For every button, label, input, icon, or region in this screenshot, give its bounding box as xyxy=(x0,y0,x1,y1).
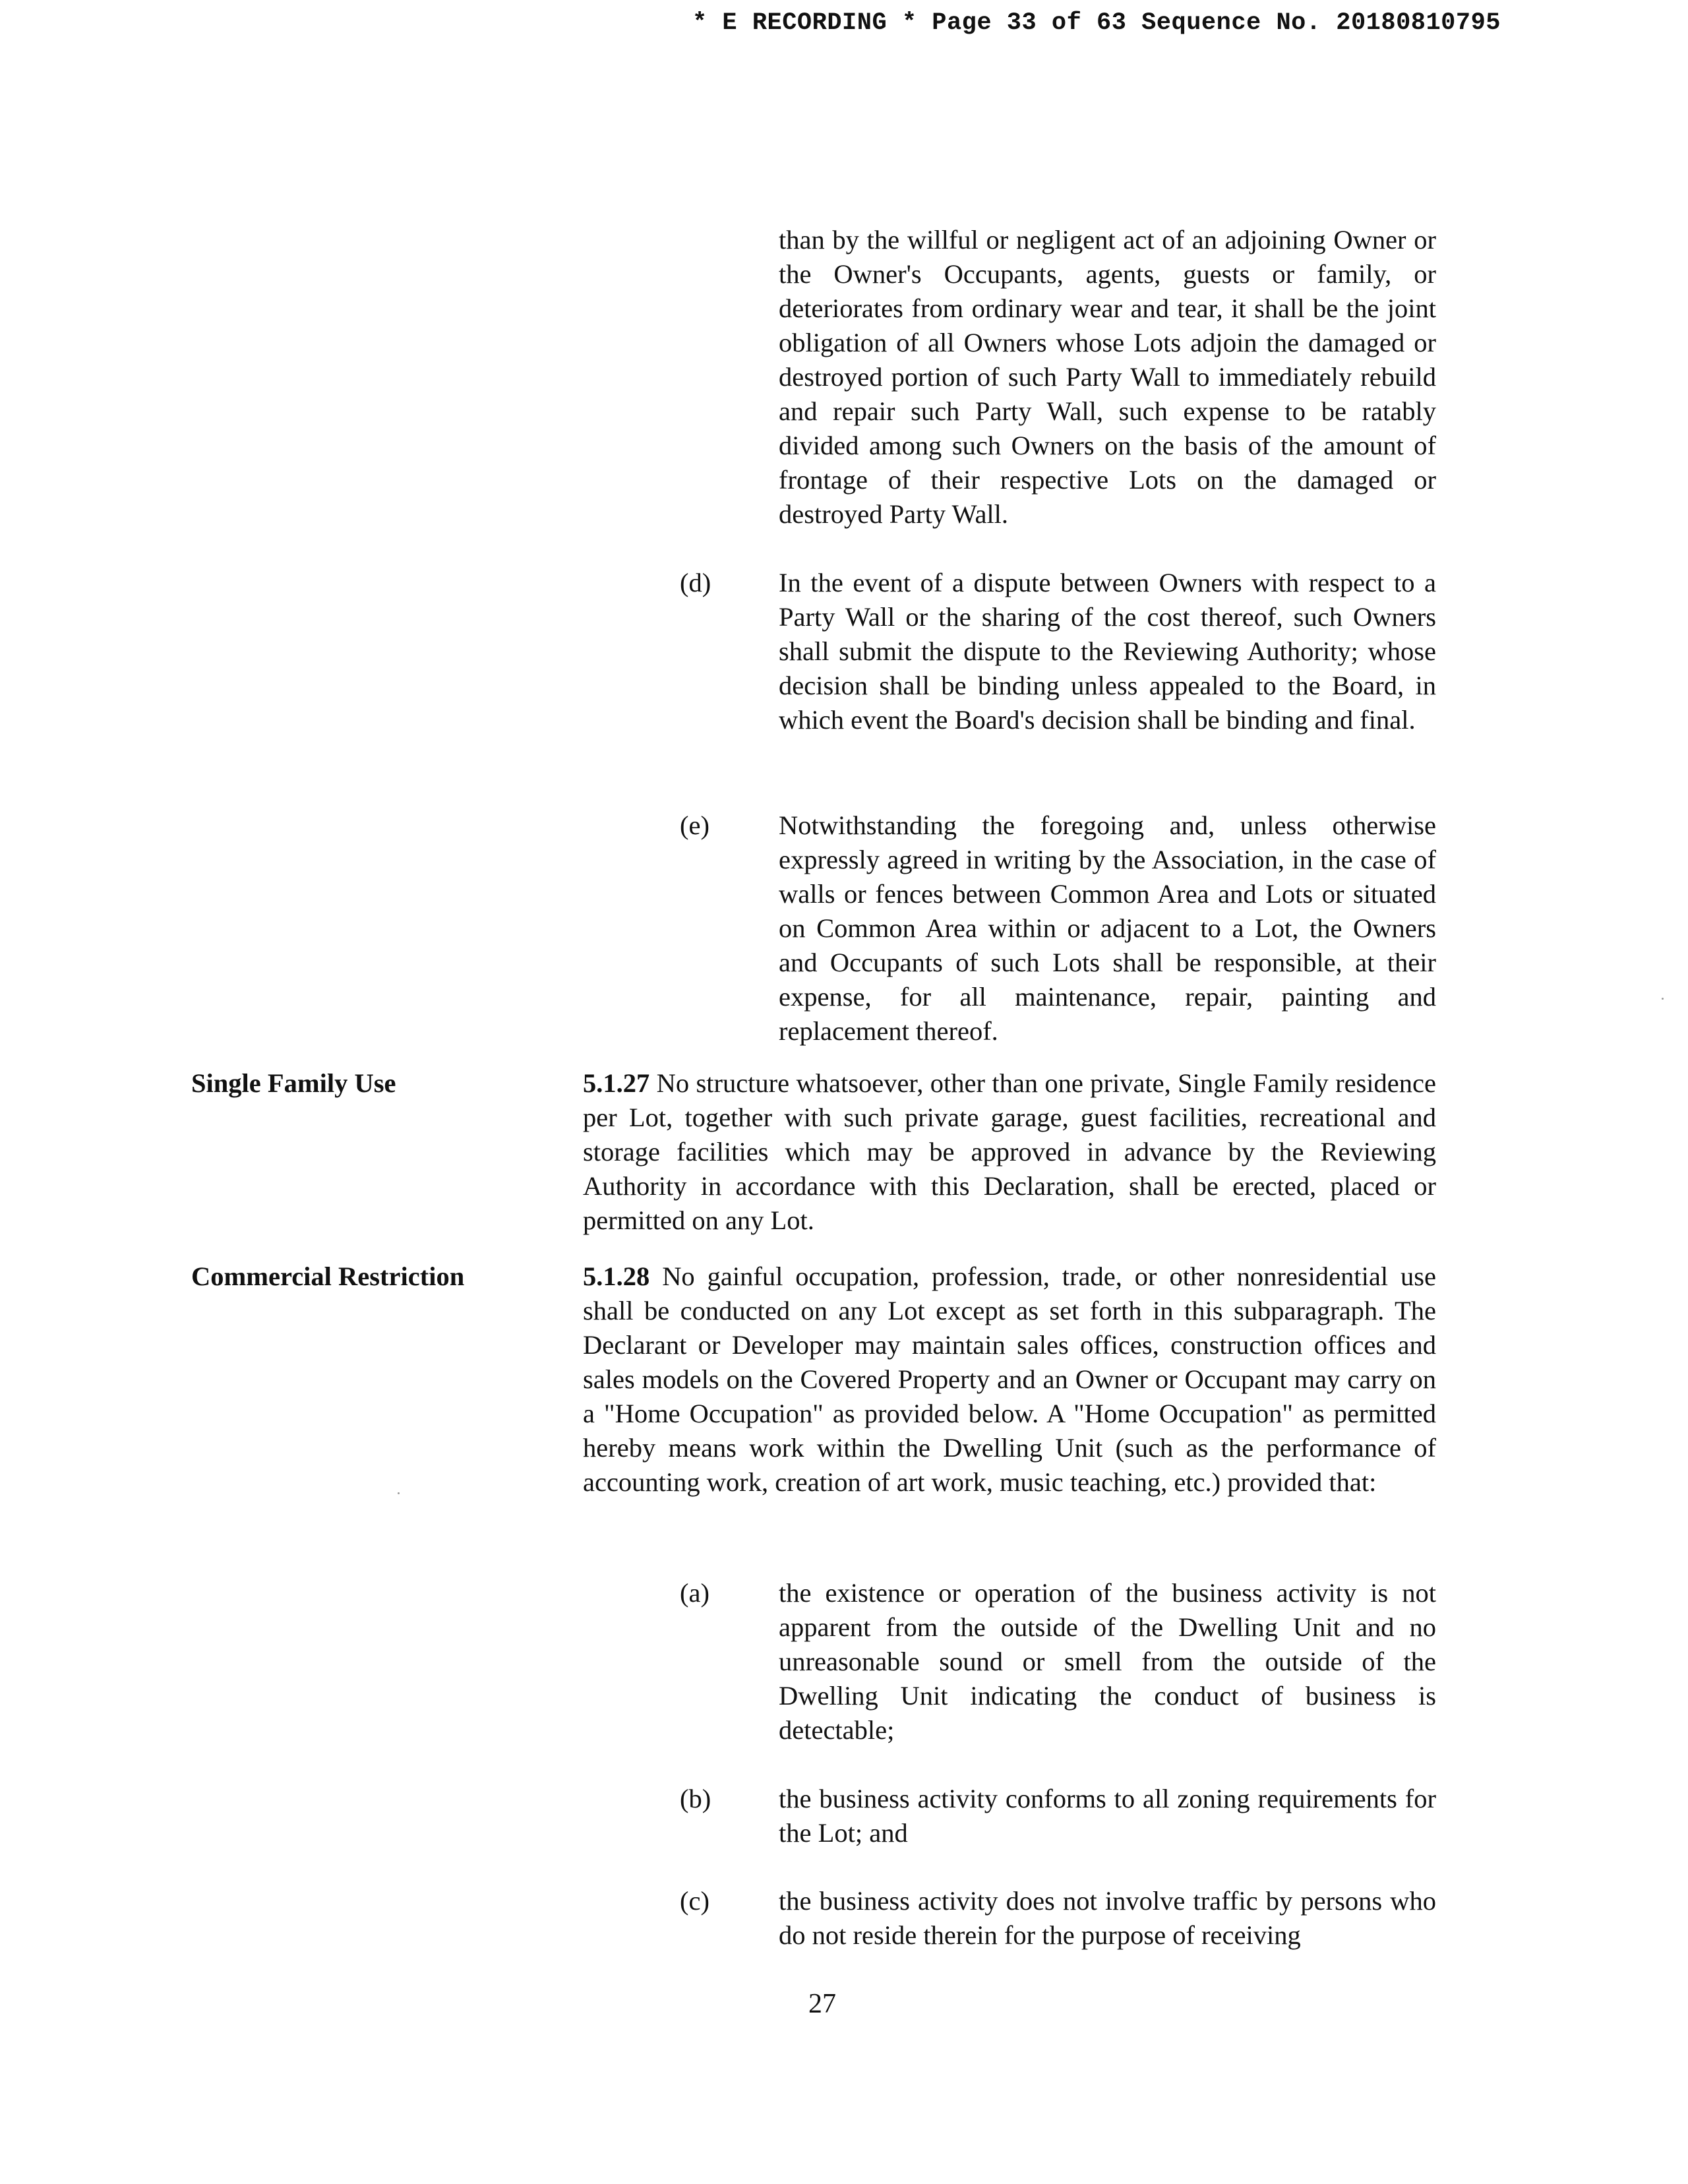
recording-stamp: * E RECORDING * Page 33 of 63 Sequence No. 20180810795 xyxy=(692,9,1501,37)
item-label-c: (c) xyxy=(680,1886,709,1916)
section-5-1-27 xyxy=(583,1066,1436,1238)
item-label-b: (b) xyxy=(680,1784,711,1813)
side-heading-commercial-restriction: Commercial Restriction xyxy=(191,1261,465,1291)
section-body: No structure whatsoever, other than one private, Single Family residence per Lot, together with such private garage, guest facilities, recreational and storage facilities which may be approved in advance by the Reviewing Authority in accordance with this Declaration, shall be erected, placed or permitted on any Lot. xyxy=(583,1068,1436,1235)
item-text-d: In the event of a dispute between Owners with respect to a Party Wall or the sharing of the cost thereof, such Owners shall submit the dispute to the Reviewing Authority; whose decision shall be binding unless appealed to the Board, in which event the Board's decision shall be binding and final. xyxy=(779,568,1436,735)
section-number: 5.1.27 xyxy=(583,1068,650,1098)
item-text-e: Notwithstanding the foregoing and, unless otherwise expressly agreed in writing by the Association, in the case of walls or fences between Common Area and Lots or situated on Common Area within or adjacent to a Lot, the Owners and Occupants of such Lots shall be responsible, at their expense, for all maintenance, repair, painting and replacement thereof. xyxy=(779,810,1436,1046)
item-label-a: (a) xyxy=(680,1578,709,1608)
item-text-a: the existence or operation of the business activity is not apparent from the outside of the Dwelling Unit and no unreasonable sound or smell from the outside of the Dwelling Unit indicating the conduct of business is detectable; xyxy=(779,1578,1436,1745)
scan-speck xyxy=(1662,998,1664,1000)
continued-paragraph: than by the willful or negligent act of an adjoining Owner or the Owner's Occupants, agents, guests or family, or deteriorates from ordinary wear and tear, it shall be the joint obligation of all Owners whose Lots adjoin the damaged or destroyed portion of such Party Wall to immediately rebuild and repair such Party Wall, such expense to be ratably divided among such Owners on the basis of the amount of frontage of their respective Lots on the damaged or destroyed Party Wall. xyxy=(779,225,1436,529)
page-number: 27 xyxy=(808,1989,836,2019)
section-5-1-28 xyxy=(583,1259,1436,1500)
item-text-b: the business activity conforms to all zoning requirements for the Lot; and xyxy=(779,1784,1436,1848)
item-label-e: (e) xyxy=(680,810,709,840)
item-label-d: (d) xyxy=(680,568,711,597)
section-body: No gainful occupation, profession, trade, or other nonresidential use shall be conducted on any Lot except as set forth in this subparagraph. The Declarant or Developer may maintain sales offices, construction offices and sales models on the Covered Property and an Owner or Occupant may carry on a "Home Occupation" as provided below. A "Home Occupation" as permitted hereby means work within the Dwelling Unit (such as the performance of accounting work, creation of art work, music teaching, etc.) provided that: xyxy=(583,1261,1436,1497)
scan-speck xyxy=(398,1492,400,1494)
item-text-c: the business activity does not involve traffic by persons who do not reside therein for the purpose of receiving xyxy=(779,1886,1436,1950)
side-heading-single-family-use: Single Family Use xyxy=(191,1068,396,1098)
section-number: 5.1.28 xyxy=(583,1261,650,1291)
